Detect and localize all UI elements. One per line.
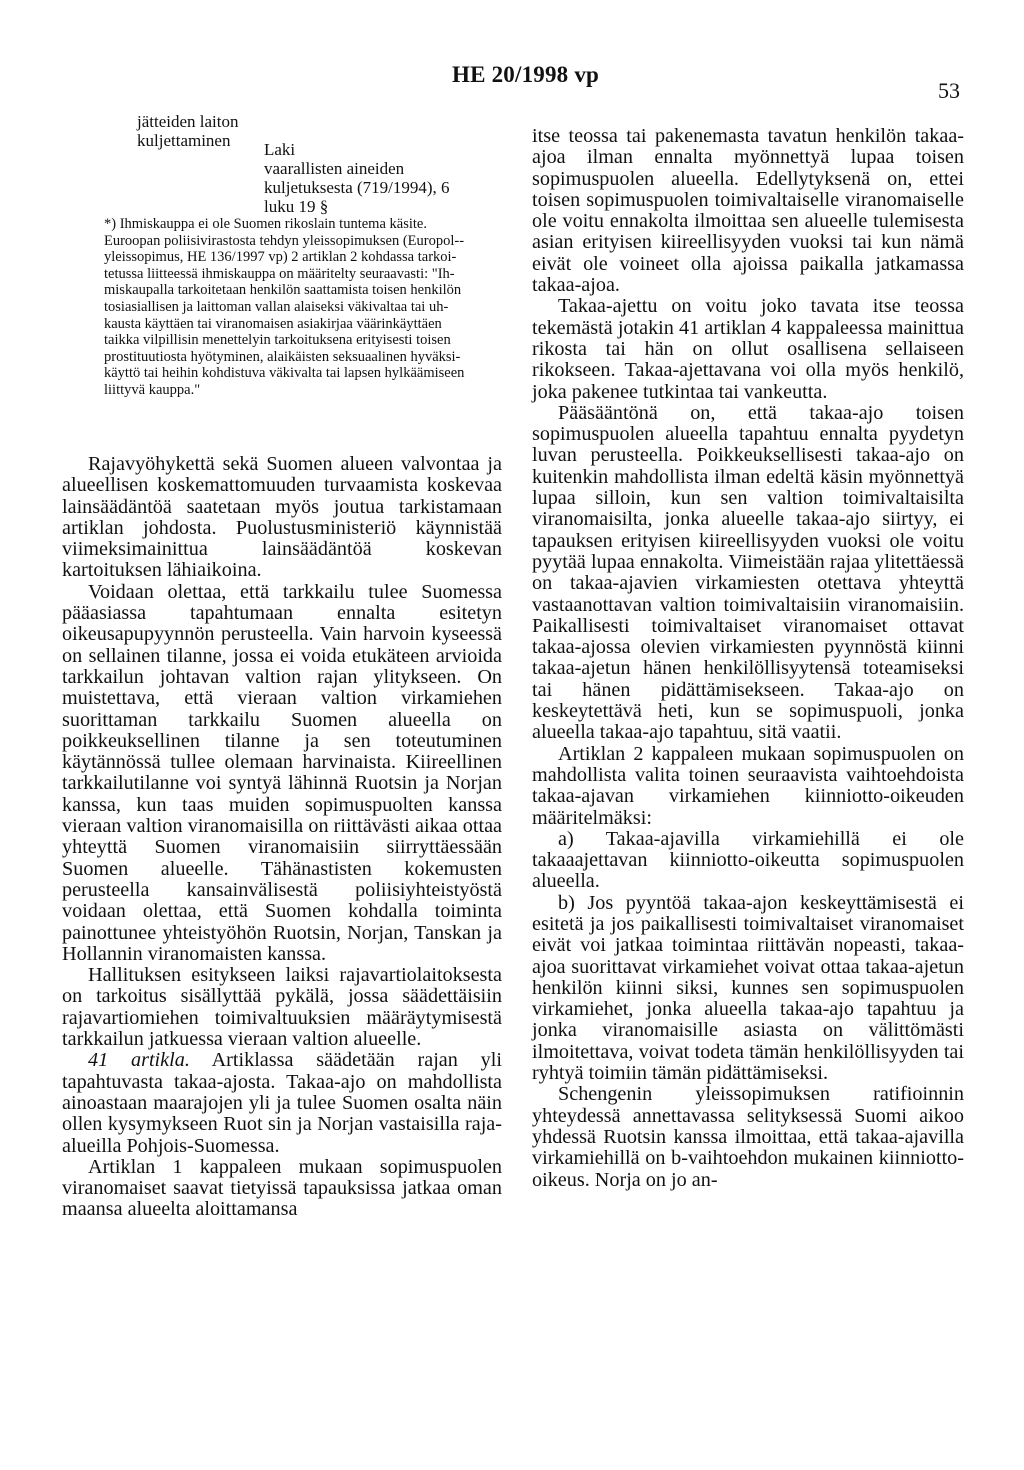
table-cell-line: vaarallisten aineiden <box>264 159 405 178</box>
paragraph: Voidaan olettaa, että tarkkailu tulee Suomessa pääasiassa tapahtumaan ennalta esitetyn oikeusapupyynnön perusteella. Vain harvoin kyseessä on sellainen tilanne, jossa ei voida etukäteen arvioida tarkkailun johtavan valtion rajan ylitykseen. On muistettava, että vieraan valtion virkamiehen suorittaman tarkkailu Suomen alueella on poikkeuksellinen tilanne ja sen toteutuminen käytännössä tullee olemaan harvinaista. Kiireellinen tarkkailutilanne voi syntyä lähinnä Ruotsin ja Norjan kanssa, kun taas muiden sopimuspuolten kanssa vieraan valtion viranomaisilla on riittävästi aikaa ottaa yhteyttä Suomen viranomaisiin siirryttäessään Suomen alueelle. Tähänastisten kokemusten perusteella kansainvälisestä poliisiyhteistyöstä voidaan olettaa, että Suomen kohdalla toiminta painottunee yhteistyöhön Ruotsin, Norjan, Tanskan ja Hollannin viranomaisten kanssa. <box>62 580 502 965</box>
paragraph: Artiklan 2 kappaleen mukaan sopimuspuolen on mahdollista valita toinen seuraavista vaihtoehdoista takaa-ajavan virkamiehen kiinniotto-oikeuden määritelmäksi: <box>532 742 964 829</box>
table-cell-line: Laki <box>264 140 296 159</box>
right-column <box>532 126 964 1191</box>
footnote <box>104 216 512 399</box>
article-heading: 41 artikla. <box>88 1049 190 1072</box>
table-cell-offense <box>137 112 239 150</box>
paragraph: itse teossa tai pakenemasta tavatun henkilön takaa-ajoa ilman ennalta myönnettyä lupaa toisen sopimuspuolen alueella. Edellytyksenä on, ettei toisen sopimuspuolen toimivaltaiselle viranomaiselle ole voitu ennakolta ilmoittaa sen alueelle tulemisesta asian erityisen kiireellisyyden vuoksi tai kun nämä eivät ole voineet olla ajoissa paikalla jatkamassa takaa-ajoa. <box>532 125 964 297</box>
footnote-line: taikka vilpillisin menettelyin tarkoituksena erityisesti toisen <box>104 332 451 349</box>
paragraph-article-41 <box>62 1050 502 1156</box>
paragraph-text: Artiklassa säädetään rajan yli tapahtuvasta takaa-ajosta. Takaa-ajo on mahdollista ainoastaan maarajojen yli ja tulee Suomen osalta näin ollen kysymykseen Ruot sin ja Norjan vastaisilla raja-alueilla Pohjois-Suomessa. <box>62 1049 502 1157</box>
list-item-a: a) Takaa-ajavilla virkamiehillä ei ole takaaajettavan kiinniotto-oikeutta sopimuspuolen alueella. <box>532 827 964 893</box>
table-cell-line: kuljettaminen <box>137 131 231 150</box>
table-cell-line: jätteiden laiton <box>137 112 239 131</box>
footnote-line: kausta käyttäen tai viranomaisen asiakirjaa väärinkäyttäen <box>104 315 442 332</box>
paragraph: Artiklan 1 kappaleen mukaan sopimuspuolen viranomaiset saavat tietyissä tapauksissa jatkaa oman maansa alueelta aloittamansa <box>62 1155 502 1221</box>
table-cell-law <box>264 140 450 216</box>
table-cell-line: luku 19 § <box>264 197 329 216</box>
page-number: 53 <box>938 78 960 103</box>
footnote-line: *) Ihmiskauppa ei ole Suomen rikoslain tuntema käsite. <box>104 216 427 232</box>
footnote-line: Euroopan poliisivirastosta tehdyn yleissopimuksen (Europol-- <box>104 232 465 249</box>
footnote-line: tetussa liitteessä ihmiskauppa on määritelty seuraavasti: "Ih- <box>104 265 455 282</box>
paragraph: Hallituksen esitykseen laiksi rajavartiolaitoksesta on tarkoitus sisällyttää pykälä, jossa säädettäisiin rajavartiomiehen toimivaltuuksien määräytymisestä tarkkailun jatkuessa vieraan valtion alueelle. <box>62 964 502 1051</box>
table-cell-line: kuljetuksesta (719/1994), 6 <box>264 178 450 197</box>
list-item-b: b) Jos pyyntöä takaa-ajon keskeyttämisestä ei esitetä ja jos paikallisesti toimivaltaiset viranomaiset eivät voi jatkaa toimintaa riittävän nopeasti, takaa-ajoa suorittavat virkamiehet voivat ottaa takaa-ajetun henkilön kiinni siksi, kunnes sen sopimuspuolen virkamiehet, jonka alueella takaa-ajo tapahtuu ja jonka viranomaisille asiasta on välittömästi ilmoitettava, voivat todeta tämän henkilöllisyyden tai ryhtyä toimiin tämän pidättämiseksi. <box>532 891 964 1085</box>
footnote-line: prostituutiosta hyötyminen, alaikäisten seksuaalinen hyväksi- <box>104 348 461 365</box>
left-column <box>62 454 502 1221</box>
footnote-line: yleissopimus, HE 136/1997 vp) 2 artiklan 2 kohdassa tarkoi- <box>104 249 457 266</box>
paragraph: Rajavyöhykettä sekä Suomen alueen valvontaa ja alueellisen koskemattomuuden turvaamista koskevaa lainsäädäntöä saatetaan myös joutua tarkistamaan artiklan johdosta. Puolustusministeriö käynnistää viimeksimainittua lainsäädäntöä koskevan kartoituksen lähiaikoina. <box>62 453 502 582</box>
paragraph: Schengenin yleissopimuksen ratifioinnin yhteydessä annettavassa selityksessä Suomi aikoo yhdessä Ruotsin kanssa ilmoittaa, että takaa-ajavilla virkamiehillä on b-vaihtoehdon mukainen kiinniotto-oikeus. Norja on jo an- <box>532 1083 964 1191</box>
footnote-line: käyttö tai heihin kohdistuva väkivalta tai lapsen hylkäämiseen <box>104 365 465 382</box>
footnote-line: tosiasiallisen ja laittoman vallan alaiseksi väkivaltaa tai uh- <box>104 298 449 315</box>
paragraph: Takaa-ajettu on voitu joko tavata itse teossa tekemästä jotakin 41 artiklan 4 kappaleessa mainittua rikosta tai hän on ollut osallisena sellaiseen rikokseen. Takaa-ajettavana voi olla myös henkilö, joka pakenee tutkintaa tai vankeutta. <box>532 295 964 403</box>
footnote-line: miskaupalla tarkoitetaan henkilön saattamista toisen henkilön <box>104 282 462 299</box>
footnote-line: liittyvä kauppa." <box>104 381 201 398</box>
paragraph: Pääsääntönä on, että takaa-ajo toisen sopimuspuolen alueella tapahtuu ennalta pyydetyn luvan perusteella. Poikkeuksellisesti takaa-ajo on kuitenkin mahdollista ilman edeltä käsin myönnettyä lupaa silloin, kun sen valtion toimivaltaisilta viranomaisilta, jonka alueelle takaa-ajo siirtyy, ei tapauksen erityisen kiireellisyyden vuoksi ole voitu pyytää lupaa ennakolta. Viimeistään rajaa ylitettäessä on takaa-ajavien virkamiesten otettava yhteyttä vastaanottavan valtion toimivaltaisiin viranomaisiin. Paikallisesti toimivaltaiset viranomaiset ottavat takaa-ajossa olevien virkamiesten pyynnöstä kiinni takaa-ajetun hänen henkilöllisyytensä toteamiseksi tai hänen pidättämisekseen. Takaa-ajo on keskeytettävä heti, kun se sopimuspuoli, jonka alueella takaa-ajo tapahtuu, sitä vaatii. <box>532 401 964 744</box>
page-header-title: HE 20/1998 vp <box>452 62 600 87</box>
